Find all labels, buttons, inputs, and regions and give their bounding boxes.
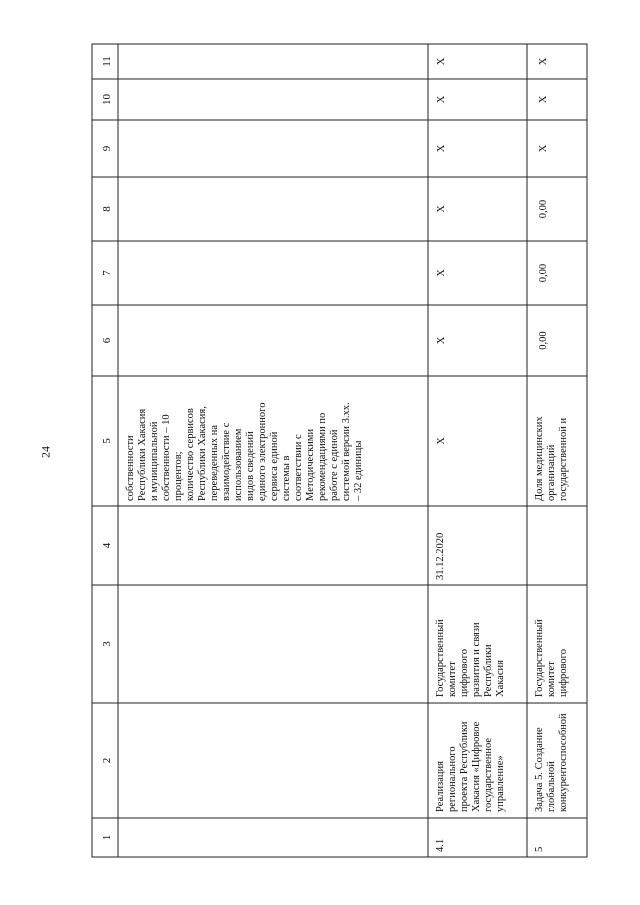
row2-col4: 31.12.2020 <box>435 532 446 580</box>
row2-col1: 4.1 <box>435 838 446 852</box>
header-col-3: 3 <box>101 641 113 647</box>
row2-col3: Государственный комитет цифрового развития и связи Республики Хакасия <box>435 619 506 697</box>
header-col-7: 7 <box>101 270 113 276</box>
row2-col2: Реализация регионального проекта Республики Хакасия «Цифровое государственное управление» <box>435 721 506 812</box>
row2-col6: Х <box>436 336 447 345</box>
header-col-1: 1 <box>101 834 113 841</box>
row3-col10: Х <box>538 95 549 104</box>
row3-col2: Задача 5. Создание глобальной конкурентоспособной <box>534 713 569 812</box>
page-number: 24 <box>38 446 53 458</box>
row3-col5: Доля медицинских организаций государственной и <box>534 416 569 501</box>
row3-col9: Х <box>538 144 549 153</box>
row3-col3: Государственный комитет цифрового <box>534 619 569 697</box>
row2-col9: Х <box>436 144 447 153</box>
row2-col7: Х <box>436 269 447 277</box>
row3-col8: 0,00 <box>538 199 549 219</box>
row2-col5: Х <box>436 437 447 445</box>
row2-col8: Х <box>436 205 447 213</box>
header-col-10: 10 <box>101 94 113 105</box>
row3-col1: 5 <box>534 846 545 852</box>
header-col-5: 5 <box>101 438 113 444</box>
header-col-8: 8 <box>101 206 113 212</box>
row1-col5: собственности Республики Хакасия и муниципальной собственности – 10 процентов; количество сервисов Республики Хакасия, переведенных на взаимодействие с использованием видов сведений единого электронного сервиса единой системы в соответствии с Методическими рекомендациями по работе с единой системой версии 3.хх. – 32 единицы <box>125 402 364 501</box>
header-col-6: 6 <box>101 337 113 344</box>
header-col-2: 2 <box>101 757 113 764</box>
row2-col10: Х <box>436 95 447 104</box>
row2-col11: Х <box>436 57 447 66</box>
row3-col7: 0,00 <box>538 263 549 283</box>
header-col-9: 9 <box>101 145 113 152</box>
row3-col11: Х <box>538 57 549 66</box>
header-col-11: 11 <box>101 56 113 67</box>
row3-col6: 0,00 <box>538 331 549 350</box>
header-col-4: 4 <box>101 542 113 549</box>
